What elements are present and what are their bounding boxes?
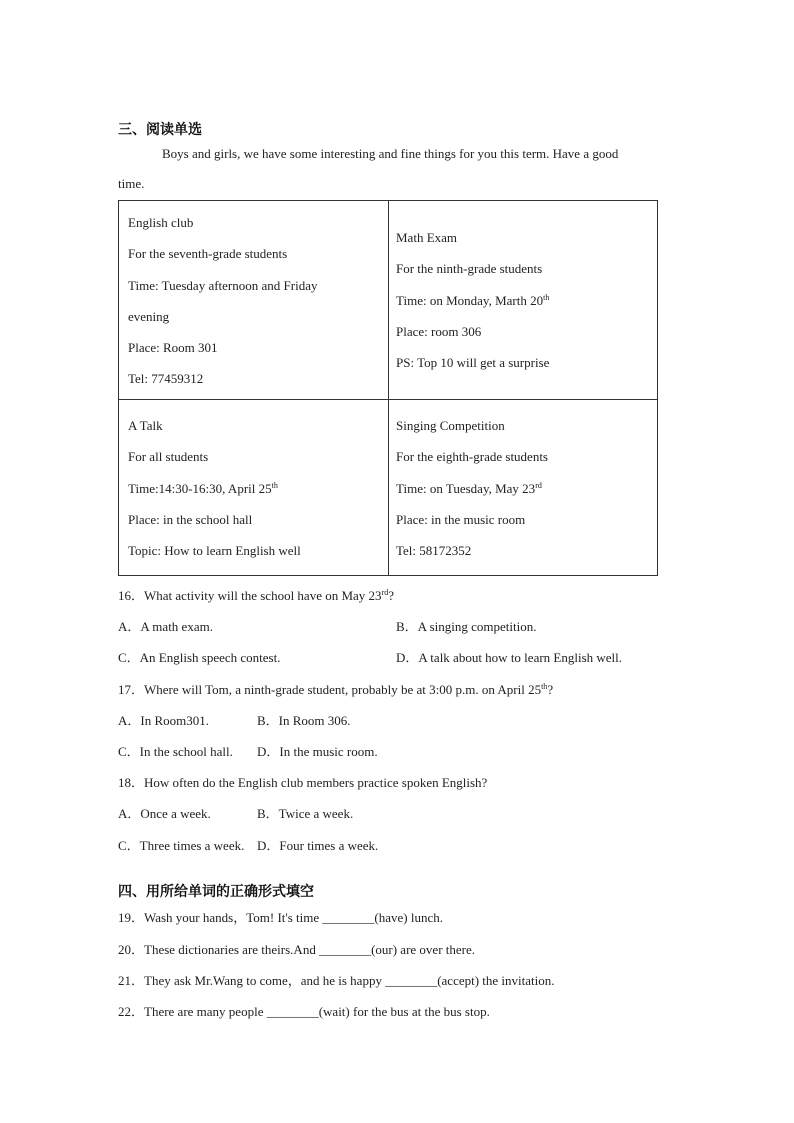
q17-option-a[interactable]: A．In Room301. — [118, 713, 210, 728]
ordinal-suffix: th — [543, 292, 550, 302]
question-18: 18．How often do the English club members practice spoken English? — [118, 775, 488, 790]
q16-option-d[interactable]: D．A talk about how to learn English well. — [396, 650, 623, 665]
ordinal-suffix: th — [271, 480, 278, 490]
cell-text: Time:14:30-16:30, April 25 — [128, 480, 272, 496]
ordinal-suffix: th — [541, 682, 548, 691]
fill-blank-21: 21．They ask Mr.Wang to come，and he is happy ________(accept) the invitation. — [118, 973, 555, 988]
cell-line — [396, 291, 549, 322]
q18-option-d[interactable]: D．Four times a week. — [257, 838, 379, 853]
cell-line: For all students — [128, 449, 209, 465]
question-text: 16．What activity will the school have on May 23 — [118, 588, 382, 603]
ordinal-suffix: rd — [535, 480, 542, 490]
cell-line: evening — [128, 308, 170, 324]
q17-option-d[interactable]: D．In the music room. — [257, 744, 378, 759]
cell-line: PS: Top 10 will get a surprise — [396, 355, 550, 371]
intro-line-1: Boys and girls, we have some interesting and fine things for you this term. Have a good — [162, 146, 619, 161]
cell-line: Place: Room 301 — [128, 340, 218, 356]
cell-a-talk — [128, 416, 301, 572]
cell-text: Time: on Tuesday, May 23 — [396, 480, 536, 496]
cell-line — [396, 479, 548, 510]
q16-option-a[interactable]: A．A math exam. — [118, 619, 213, 634]
cell-line: Time: Tuesday afternoon and Friday — [128, 277, 318, 293]
cell-english-club — [128, 213, 317, 401]
question-mark: ? — [388, 588, 395, 603]
cell-line: Place: in the music room — [396, 511, 526, 527]
ordinal-suffix: rd — [381, 588, 389, 597]
cell-text: Time: on Monday, Marth 20 — [396, 292, 544, 308]
cell-line — [128, 479, 301, 510]
fill-blank-22: 22．There are many people ________(wait) for the bus at the bus stop. — [118, 1004, 490, 1019]
question-16 — [118, 585, 394, 604]
cell-line: Tel: 77459312 — [128, 371, 204, 387]
cell-line: Place: in the school hall — [128, 511, 253, 527]
table-vertical-divider — [388, 201, 389, 575]
cell-line: Place: room 306 — [396, 323, 482, 339]
section-4-title: 四、用所给单词的正确形式填空 — [118, 884, 314, 900]
cell-line: Topic: How to learn English well — [128, 543, 301, 559]
section-3-title: 三、阅读单选 — [118, 122, 202, 138]
q16-option-b[interactable]: B．A singing competition. — [396, 619, 537, 634]
q16-option-c[interactable]: C．An English speech contest. — [118, 650, 281, 665]
q18-option-c[interactable]: C．Three times a week. — [118, 838, 245, 853]
cell-line: For the ninth-grade students — [396, 261, 543, 277]
cell-line: Tel: 58172352 — [396, 543, 472, 559]
cell-line: Singing Competition — [396, 418, 505, 433]
fill-blank-20: 20．These dictionaries are theirs.And ________(our) are over there. — [118, 942, 476, 957]
cell-line: For the eighth-grade students — [396, 449, 548, 465]
q17-option-c[interactable]: C．In the school hall. — [118, 744, 233, 759]
cell-math-exam — [396, 228, 549, 384]
cell-line: A Talk — [128, 418, 163, 433]
question-mark: ? — [547, 682, 554, 697]
intro-line-2: time. — [118, 176, 145, 191]
q17-option-b[interactable]: B．In Room 306. — [257, 713, 351, 728]
question-17 — [118, 679, 553, 698]
q18-option-b[interactable]: B．Twice a week. — [257, 806, 354, 821]
activities-table — [118, 200, 658, 576]
q18-option-a[interactable]: A．Once a week. — [118, 806, 211, 821]
cell-singing-competition — [396, 416, 548, 572]
cell-line: English club — [128, 215, 194, 230]
cell-line: For the seventh-grade students — [128, 246, 288, 262]
cell-line: Math Exam — [396, 230, 458, 245]
fill-blank-19: 19．Wash your hands，Tom! It's time ________(have) lunch. — [118, 910, 443, 925]
question-text: 17．Where will Tom, a ninth-grade student, probably be at 3:00 p.m. on April 25 — [118, 682, 542, 697]
